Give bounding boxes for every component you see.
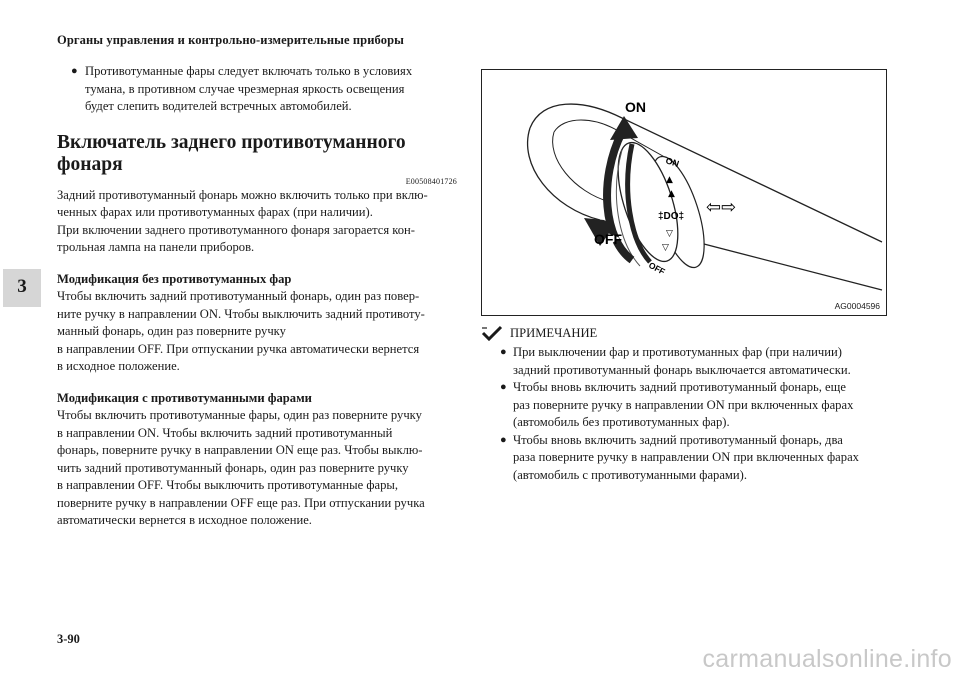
text-line: ните ручку в направлении ON. Чтобы выключить задний противоту- — [57, 306, 425, 321]
left-column — [57, 63, 457, 530]
page-number: 3-90 — [57, 632, 80, 646]
note-line: Чтобы вновь включить задний противотуманный фонарь, еще — [513, 380, 846, 394]
fog-lamp-icon: ‡DO‡ — [658, 211, 685, 222]
note-line: (автомобиль без противотуманных фар). — [513, 415, 730, 429]
subsection-title-with-fog: Модификация с противотуманными фарами — [57, 390, 312, 405]
chapter-number: 3 — [17, 276, 27, 297]
text-line: в исходное положение. — [57, 359, 180, 373]
ring-off-label: OFF — [647, 259, 667, 277]
text-line: манный фонарь, один раз поверните ручку — [57, 324, 286, 338]
warning-bullet — [57, 63, 457, 116]
switch-illustration — [481, 69, 887, 316]
note-item — [481, 344, 886, 379]
watermark: carmanualsonline.info — [702, 645, 952, 673]
direction-arrows-icon: ⇦⇨ — [706, 197, 737, 218]
note-line: раз поверните ручку в направлении ON при включенных фарах — [513, 397, 854, 412]
text-line: Чтобы включить противотуманные фары, один раз поверните ручку — [57, 408, 422, 422]
bullet-line: Противотуманные фары следует включать только в условиях — [85, 64, 413, 78]
note-item — [481, 432, 886, 485]
section-title: Включатель заднего противотуманного фонаря — [57, 131, 406, 175]
note-line: (автомобиль с противотуманными фарами). — [513, 467, 747, 482]
text-line: фонарь, поверните ручку в направлении ON еще раз. Чтобы выклю- — [57, 443, 423, 457]
note-title: ПРИМЕЧАНИЕ — [510, 325, 598, 340]
bullet-icon: ● — [71, 65, 78, 77]
bullet-icon: ● — [500, 381, 507, 393]
text-line: Задний противотуманный фонарь можно включить только при вклю- — [57, 187, 428, 202]
note-list — [481, 344, 886, 484]
subsection-title-no-fog: Модификация без противотуманных фар — [57, 271, 292, 286]
text-line: Чтобы включить задний противотуманный фонарь, один раз повер- — [57, 289, 420, 303]
section-code: E00508401726 — [405, 176, 457, 186]
note-line: раза поверните ручку в направлении ON при включенных фарах — [513, 450, 859, 464]
note-header — [481, 325, 597, 341]
note-item — [481, 379, 886, 432]
lever-drawing — [482, 70, 886, 315]
bullet-icon: ● — [500, 346, 507, 358]
text-line: трольная лампа на панели приборов. — [57, 240, 255, 254]
ring-on-label: ON — [664, 155, 681, 170]
text-line: автоматически вернется в исходное положение. — [57, 513, 312, 527]
up-triangle-icon: ▲ — [668, 189, 675, 199]
bullet-line: тумана, в противном случае чрезмерная яркость освещения — [85, 81, 405, 96]
note-line: При выключении фар и противотуманных фар (при наличии) — [513, 345, 842, 359]
with-fog-paragraph — [57, 407, 457, 530]
text-line: в направлении OFF. Чтобы выключить противотуманные фары, — [57, 478, 399, 492]
on-label: ON — [625, 99, 646, 115]
note-line: Чтобы вновь включить задний противотуманный фонарь, два — [513, 432, 843, 447]
text-line: ченных фарах или противотуманных фарах (при наличии). — [57, 205, 373, 219]
figure-id: AG0004596 — [834, 301, 880, 311]
off-label: OFF — [594, 231, 622, 247]
note-check-icon — [481, 325, 503, 341]
up-triangle-icon: ▲ — [666, 175, 673, 185]
bullet-icon: ● — [500, 433, 507, 446]
text-line: поверните ручку в направлении OFF еще раз. При отпускании ручка — [57, 495, 425, 510]
bullet-line: будет слепить водителей встречных автомобилей. — [85, 99, 352, 113]
no-fog-paragraph — [57, 288, 457, 376]
text-line: в направлении OFF. При отпускании ручка автоматически вернется — [57, 341, 420, 356]
down-triangle-icon: ▽ — [662, 243, 669, 253]
text-line: чить задний противотуманный фонарь, один раз поверните ручку — [57, 460, 409, 475]
text-line: в направлении ON. Чтобы включить задний противотуманный — [57, 425, 393, 440]
intro-paragraph — [57, 187, 457, 257]
down-triangle-icon: ▽ — [666, 229, 673, 239]
page-header: Органы управления и контрольно-измерительные приборы — [57, 33, 404, 47]
note-line: задний противотуманный фонарь выключается автоматически. — [513, 362, 851, 377]
text-line: При включении заднего противотуманного фонаря загорается кон- — [57, 222, 415, 237]
